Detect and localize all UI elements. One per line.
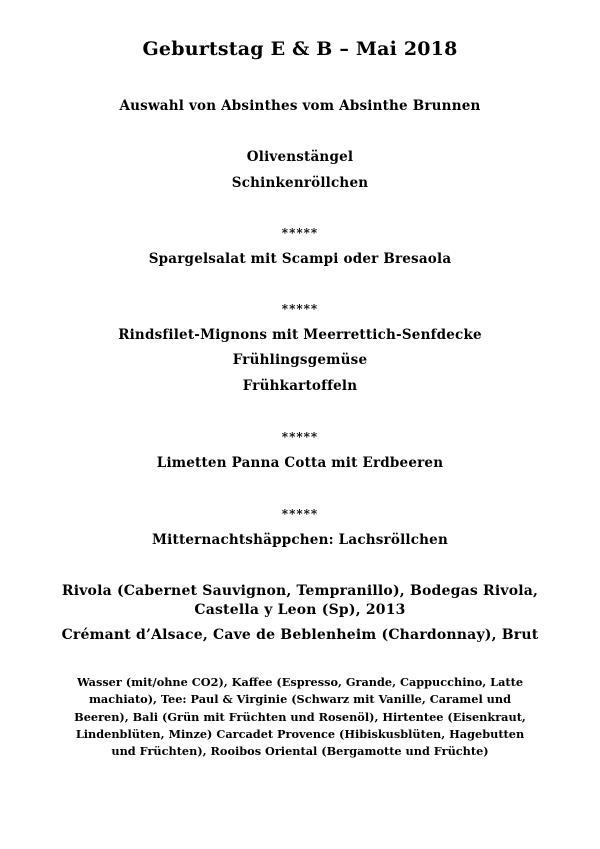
red-wine-line-1: Rivola (Cabernet Sauvignon, Tempranillo), Bodegas Rivola, <box>61 583 539 599</box>
main-course-vegetables: Frühlingsgemüse <box>232 352 368 368</box>
sparkling-wine: Crémant d’Alsace, Cave de Beblenheim (Chardonnay), Brut <box>61 627 539 643</box>
snack-olivenstaengel: Olivenstängel <box>246 149 354 165</box>
midnight-snack: Mitternachtshäppchen: Lachsröllchen <box>152 532 448 548</box>
course-separator: ***** <box>281 226 319 240</box>
dessert-course: Limetten Panna Cotta mit Erdbeeren <box>156 455 444 471</box>
course-separator: ***** <box>281 302 319 316</box>
page-title: Geburtstag E & B – Mai 2018 <box>142 38 458 60</box>
main-course-meat: Rindsfilet-Mignons mit Meerrettich-Senfdecke <box>118 327 482 343</box>
main-course-potatoes: Frühkartoffeln <box>242 378 358 394</box>
aperitif-line: Auswahl von Absinthes vom Absinthe Brunnen <box>119 98 481 114</box>
drinks-paragraph: Wasser (mit/ohne CO2), Kaffee (Espresso, Grande, Cappucchino, Latte machiato), Tee: Paul & Virginie (Schwarz mit Vanille, Caramel und Beeren), Bali (Grün mit Früchten und Rosenöl), Hirtentee (Eisenkraut, Lindenblüten, Minze) Carcadet Provence (Hibiskusblüten, Hagebutten und Früchten), Rooibos Oriental (Bergamotte und Früchte) <box>74 675 526 759</box>
course-separator: ***** <box>281 430 319 444</box>
snack-schinkenroellchen: Schinkenröllchen <box>231 175 369 191</box>
course-separator: ***** <box>281 507 319 521</box>
red-wine-line-2: Castella y Leon (Sp), 2013 <box>194 602 406 618</box>
starter-course: Spargelsalat mit Scampi oder Bresaola <box>148 251 452 267</box>
